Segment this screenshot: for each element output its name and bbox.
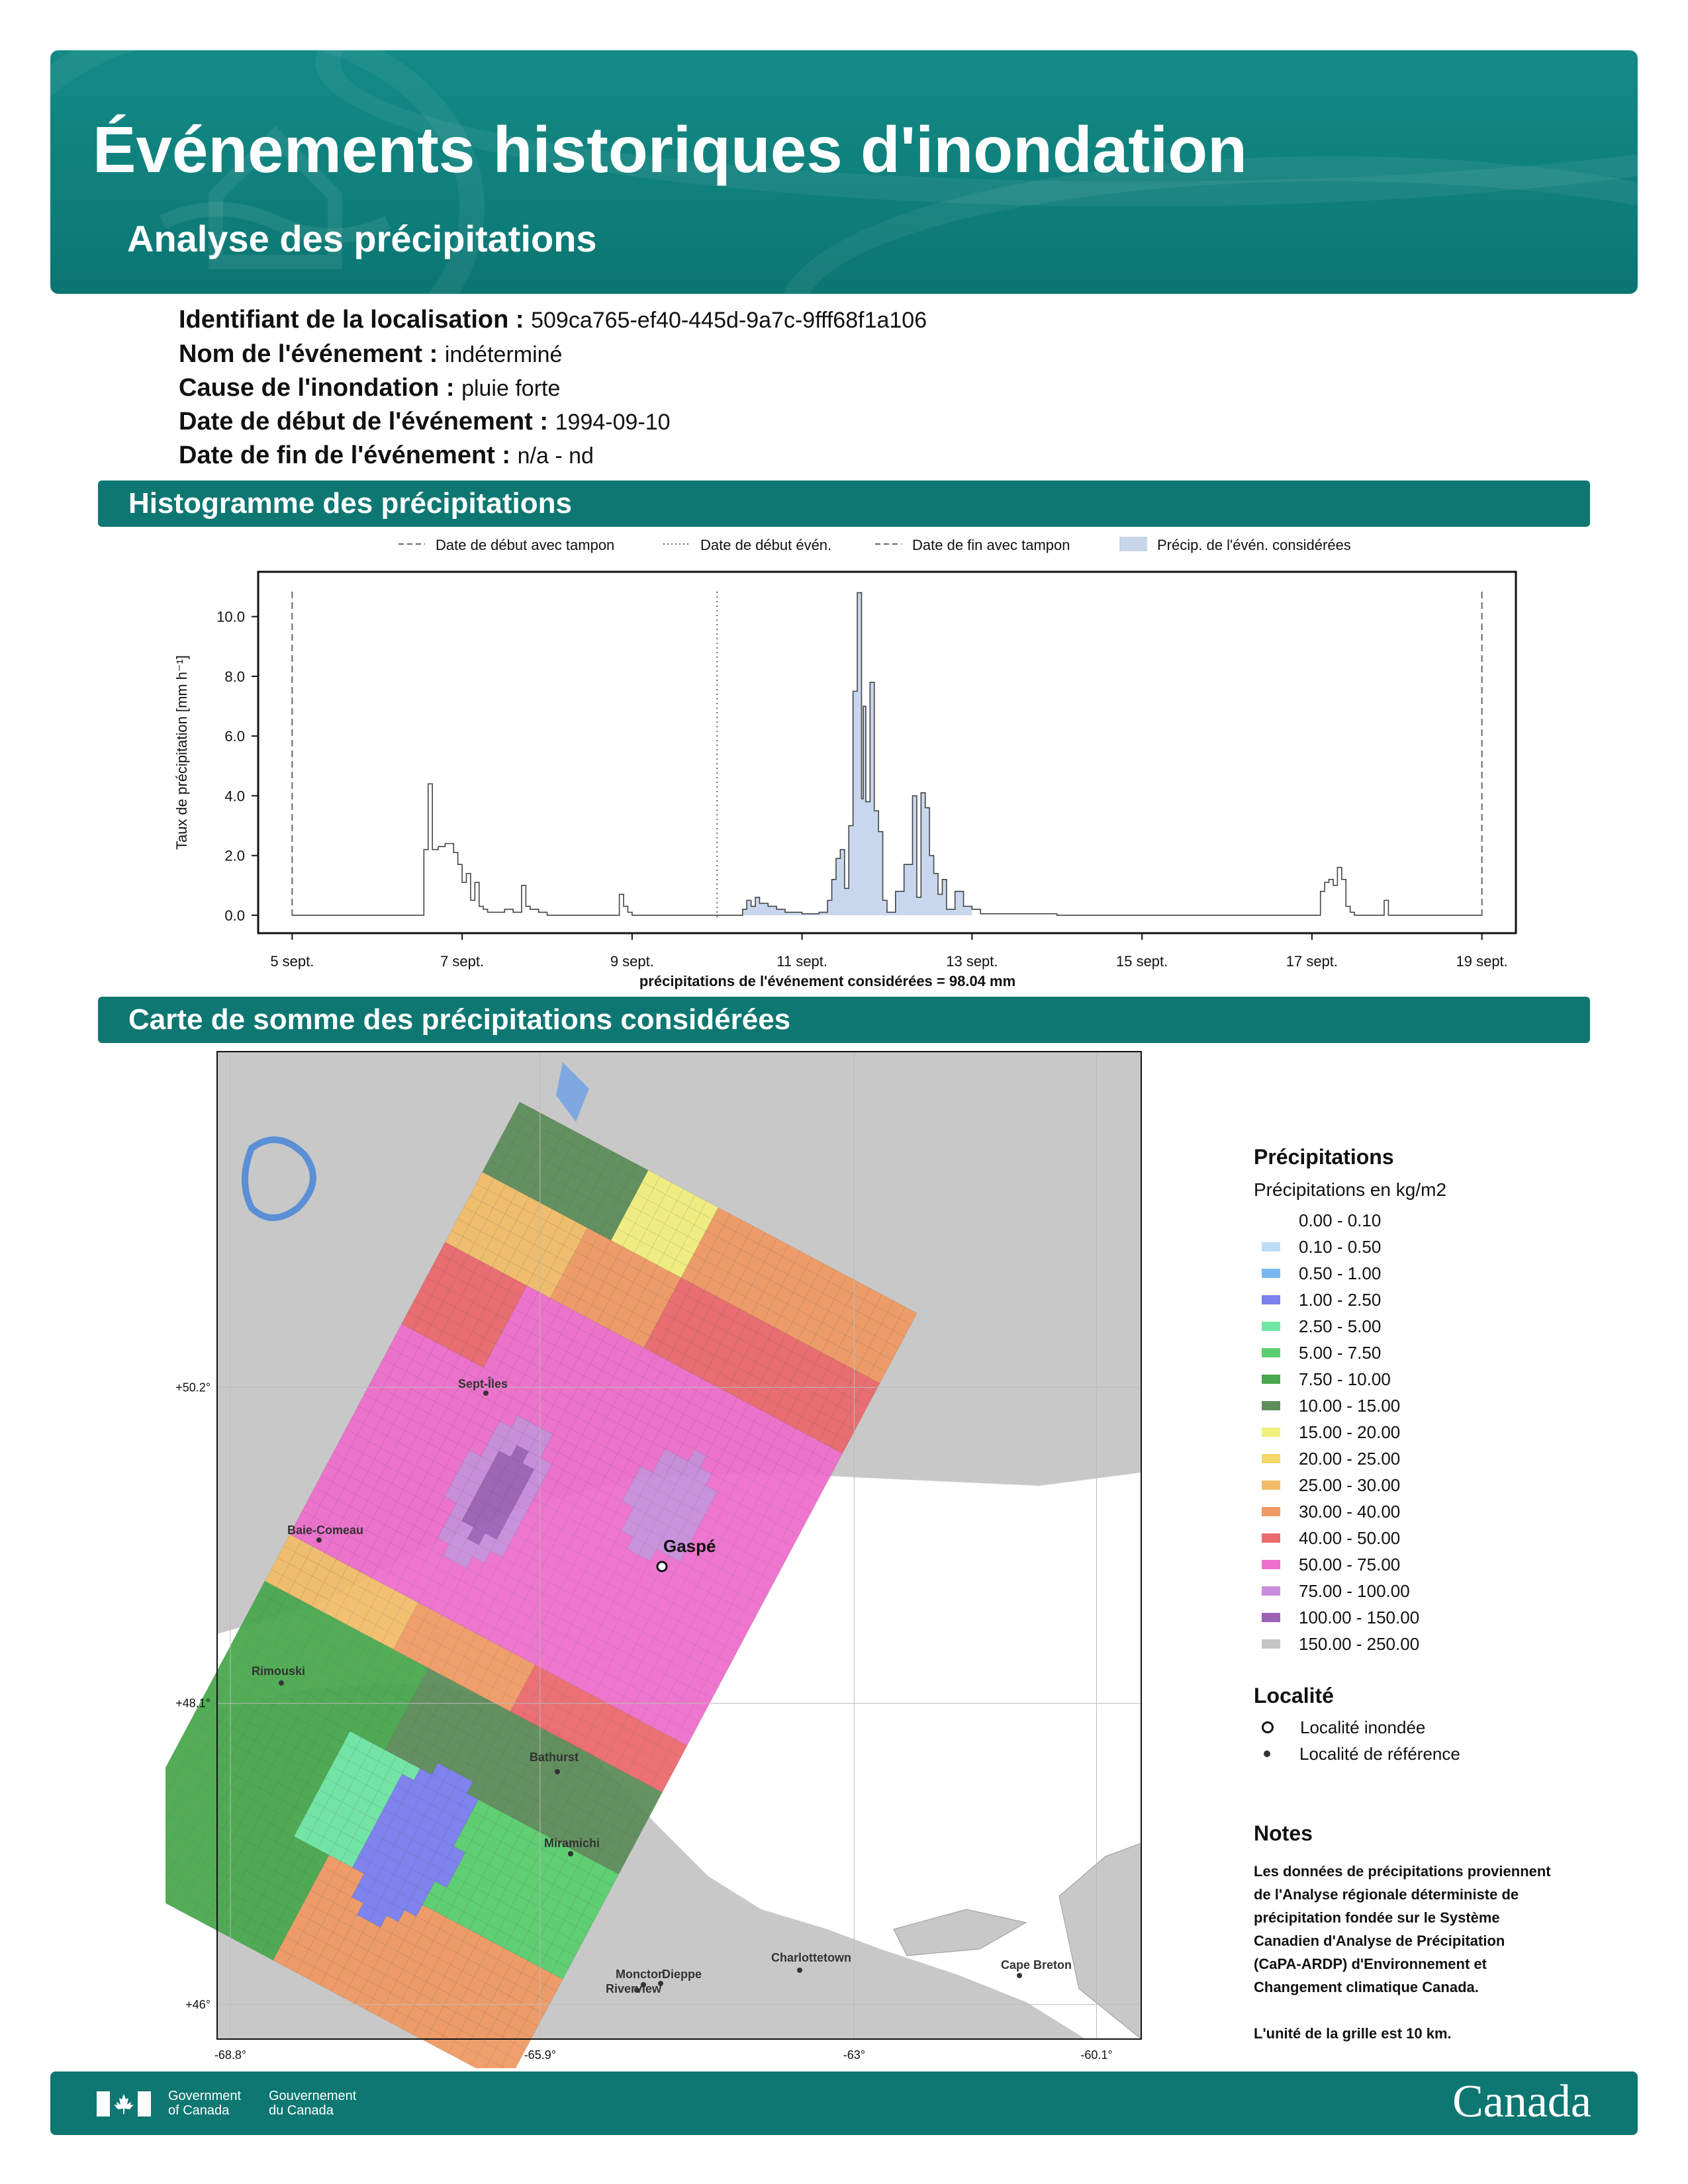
legend-bin-swatch (1262, 1586, 1280, 1596)
legend-bin-swatch (1262, 1454, 1280, 1463)
legend-bin-label: 7.50 - 10.00 (1299, 1369, 1391, 1389)
legend-precip-subtitle: Précipitations en kg/m2 (1254, 1179, 1447, 1200)
legend-bin-item (1262, 1313, 1419, 1340)
lon-label: -60.1° (1080, 2048, 1113, 2062)
info-row-location-id (179, 306, 927, 334)
legend-bin-swatch (1262, 1295, 1280, 1304)
legend-bin-item (1262, 1445, 1419, 1472)
info-row-flood-cause (179, 374, 560, 402)
legend-bin-swatch (1262, 1269, 1280, 1278)
x-tick-label: 7 sept. (440, 953, 485, 970)
flooded-locality-label: Gaspé (663, 1536, 716, 1556)
section-map-header (98, 997, 1590, 1043)
legend-bin-item (1262, 1472, 1419, 1498)
legend-bin-swatch (1262, 1428, 1280, 1437)
legend-reference-item (1262, 1741, 1460, 1767)
page-title: Événements historiques d'inondation (93, 113, 1247, 186)
section-histogram-header (98, 480, 1590, 527)
legend-bin-swatch (1262, 1242, 1280, 1251)
y-tick-label: 6.0 (224, 728, 245, 745)
legend-bin-label: 25.00 - 30.00 (1299, 1475, 1401, 1495)
legend-bin-label: 0.10 - 0.50 (1299, 1236, 1382, 1257)
legend-bin-item (1262, 1287, 1419, 1313)
info-value: 509ca765-ef40-445d-9a7c-9fff68f1a106 (531, 308, 927, 333)
legend-label: Date de début avec tampon (436, 537, 615, 553)
notes-line: Les données de précipitations proviennent (1254, 1863, 1551, 1880)
legend-item (1120, 537, 1351, 553)
legend-bin-label: 5.00 - 7.50 (1299, 1342, 1382, 1363)
gov-fr-line-2: du Canada (269, 2103, 334, 2118)
y-tick-label: 0.0 (224, 907, 245, 924)
legend-bin-label: 75.00 - 100.00 (1299, 1580, 1410, 1601)
notes-line: (CaPA-ARDP) d'Environnement et (1254, 1956, 1487, 1972)
legend-label: Date de début évén. (700, 537, 832, 553)
legend-bin-label: 50.00 - 75.00 (1299, 1554, 1401, 1574)
x-tick-label: 11 sept. (776, 953, 827, 970)
reference-locality-label: Miramichi (544, 1837, 600, 1850)
x-tick-label: 15 sept. (1115, 953, 1168, 970)
page-subtitle: Analyse des précipitations (127, 218, 597, 259)
legend-bin-item (1262, 1578, 1419, 1604)
lon-label: -63° (843, 2048, 866, 2062)
notes-text (1254, 1860, 1624, 2045)
legend-label: Précip. de l'évén. considérées (1157, 537, 1351, 553)
legend-bin-label: 1.00 - 2.50 (1299, 1289, 1382, 1310)
info-label: Identifiant de la localisation : (179, 306, 524, 334)
legend-item (875, 537, 1070, 553)
reference-locality-dot (1017, 1973, 1022, 1978)
section-histogram-title: Histogramme des précipitations (128, 487, 572, 520)
legend-bin-swatch (1262, 1322, 1280, 1331)
legend-bin-swatch (1262, 1480, 1280, 1490)
legend-bin-item (1262, 1260, 1419, 1287)
reference-locality-label: Cape Breton (1001, 1958, 1072, 1972)
legend-bin-label: 15.00 - 20.00 (1299, 1422, 1401, 1442)
reference-locality-dot (316, 1537, 322, 1543)
legend-bin-label: 20.00 - 25.00 (1299, 1448, 1401, 1469)
gov-en-line-1: Government (168, 2089, 242, 2103)
legend-flooded-label: Localité inondée (1300, 1717, 1426, 1737)
legend-bins (1262, 1207, 1419, 1657)
y-tick-label: 2.0 (224, 847, 245, 864)
legend-bin-swatch (1262, 1507, 1280, 1516)
legend-bin-item (1262, 1631, 1419, 1657)
legend-bin-item (1262, 1340, 1419, 1366)
legend-bin-swatch (1262, 1348, 1280, 1357)
precipitation-histogram-chart (152, 529, 1556, 993)
info-label: Date de fin de l'événement : (179, 441, 511, 469)
info-value: pluie forte (461, 376, 561, 401)
x-tick-label: 17 sept. (1286, 953, 1338, 970)
reference-locality-label: Bathurst (530, 1751, 579, 1764)
info-label: Cause de l'inondation : (179, 374, 455, 402)
legend-swatch (1120, 537, 1147, 551)
gov-en-name (168, 2089, 241, 2118)
info-row-start-date (179, 408, 671, 436)
notes-title: Notes (1254, 1821, 1313, 1845)
legend-bin-item (1262, 1498, 1419, 1525)
info-row-event-name (179, 340, 562, 369)
legend-locality-title: Localité (1254, 1684, 1334, 1707)
gov-en-line-2: of Canada (168, 2103, 230, 2118)
canada-wordmark: Canada (1452, 2076, 1591, 2127)
notes-line: de l'Analyse régionale déterministe de (1254, 1886, 1519, 1903)
legend-label: Date de fin avec tampon (912, 537, 1070, 553)
legend-bin-swatch (1262, 1639, 1280, 1649)
y-tick-label: 10.0 (216, 608, 245, 625)
legend-item (399, 537, 614, 553)
lon-label: -65.9° (524, 2048, 556, 2062)
legend-bin-item (1262, 1207, 1419, 1234)
x-tick-label: 5 sept. (270, 953, 314, 970)
reference-locality-icon (1264, 1751, 1270, 1757)
legend-bin-item (1262, 1392, 1419, 1419)
reference-locality-dot (483, 1390, 489, 1396)
info-value: indéterminé (444, 342, 563, 367)
legend-reference-label: Localité de référence (1299, 1743, 1460, 1764)
section-map-title: Carte de somme des précipitations considérées (128, 1003, 791, 1036)
legend-bin-label: 2.50 - 5.00 (1299, 1316, 1382, 1336)
info-value: n/a - nd (517, 443, 594, 469)
legend-bin-swatch (1262, 1613, 1280, 1622)
legend-bin-item (1262, 1604, 1419, 1631)
flooded-locality-icon (1262, 1721, 1274, 1733)
legend-bin-swatch (1262, 1533, 1280, 1543)
x-tick-label: 19 sept. (1456, 953, 1508, 970)
footer-bar (50, 2071, 1638, 2135)
gov-fr-name (269, 2089, 356, 2118)
gov-fr-line-1: Gouvernement (269, 2089, 357, 2103)
info-label: Nom de l'événement : (179, 340, 438, 368)
reference-locality-dot (568, 1851, 573, 1856)
precip-rate-line (292, 593, 1481, 915)
legend-bin-label: 30.00 - 40.00 (1299, 1501, 1401, 1522)
legend-bin-label: 10.00 - 15.00 (1299, 1395, 1401, 1416)
lat-label: +48.1° (175, 1696, 211, 1710)
legend-bin-label: 150.00 - 250.00 (1299, 1633, 1420, 1654)
notes-line: Canadien d'Analyse de Précipitation (1254, 1933, 1505, 1949)
y-tick-label: 8.0 (224, 668, 245, 685)
flooded-locality-marker (657, 1562, 667, 1571)
reference-locality-label: Charlottetown (771, 1951, 851, 1964)
legend-bin-swatch (1262, 1375, 1280, 1384)
notes-line: Changement climatique Canada. (1254, 1979, 1479, 1995)
plot-frame (258, 572, 1516, 933)
legend-bin-label: 40.00 - 50.00 (1299, 1527, 1401, 1548)
reference-locality-label: Baie-Comeau (287, 1524, 364, 1537)
legend-bin-swatch (1262, 1560, 1280, 1569)
notes-line: précipitation fondée sur le Système (1254, 1909, 1500, 1926)
notes-line: L'unité de la grille est 10 km. (1254, 2025, 1452, 2042)
legend-bin-item (1262, 1419, 1419, 1445)
reference-locality-dot (555, 1769, 560, 1774)
x-tick-label: 13 sept. (946, 953, 998, 970)
x-axis-label: précipitations de l'événement considérées = 98.04 mm (639, 973, 1016, 989)
info-row-end-date (179, 441, 594, 470)
legend-bin-swatch (1262, 1401, 1280, 1410)
reference-locality-dot (279, 1680, 284, 1686)
reference-locality-dot (797, 1968, 802, 1973)
reference-locality-label: Dieppe (662, 1968, 702, 1981)
reference-locality-label: Moncton (616, 1968, 665, 1981)
legend-flooded-item (1262, 1714, 1425, 1741)
y-axis-label: Taux de précipitation [mm h⁻¹] (173, 655, 190, 850)
legend-bin-label: 100.00 - 150.00 (1299, 1607, 1420, 1627)
legend-bin-label: 0.50 - 1.00 (1299, 1263, 1382, 1283)
lat-label: +46° (185, 1997, 211, 2011)
notes-line (1254, 1999, 1624, 2022)
y-tick-label: 4.0 (224, 788, 245, 805)
info-value: 1994-09-10 (555, 410, 671, 435)
reference-locality-label: Riverview (606, 1982, 662, 1995)
legend-bin-item (1262, 1234, 1419, 1260)
legend-bin-label: 0.00 - 0.10 (1299, 1210, 1382, 1230)
legend-bin-item (1262, 1525, 1419, 1551)
legend-bin-swatch (1262, 1216, 1280, 1225)
legend-bin-item (1262, 1366, 1419, 1392)
lon-label: -68.8° (214, 2048, 247, 2062)
precipitation-sum-map (165, 1049, 1172, 2068)
lat-label: +50.2° (175, 1381, 211, 1394)
canada-flag-icon (97, 2091, 151, 2116)
info-label: Date de début de l'événement : (179, 408, 549, 435)
reference-locality-label: Sept-Îles (458, 1377, 508, 1390)
legend-precip-title: Précipitations (1254, 1145, 1394, 1169)
reference-locality-label: Rimouski (252, 1664, 306, 1678)
legend-item (663, 537, 831, 553)
legend-bin-item (1262, 1551, 1419, 1578)
x-tick-label: 9 sept. (610, 953, 654, 970)
